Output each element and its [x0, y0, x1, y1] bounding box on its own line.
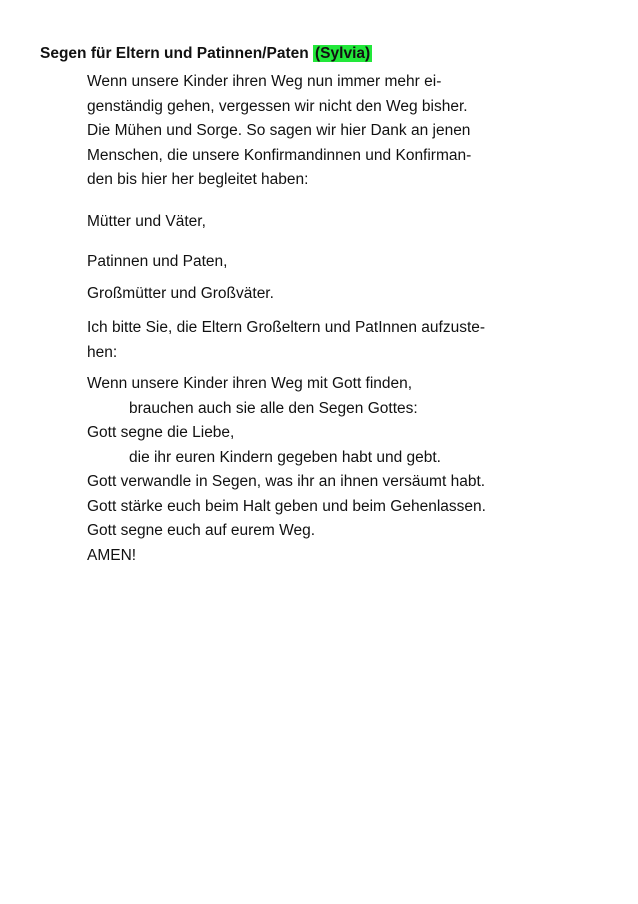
blessing-line: Wenn unsere Kinder ihren Weg mit Gott finden, [87, 375, 413, 392]
blessing-line: AMEN! [87, 546, 137, 564]
list-item [87, 250, 607, 275]
list-item-text: Patinnen und Paten, [87, 253, 228, 270]
request-line: hen: [87, 343, 118, 361]
page-title [40, 44, 372, 64]
list-item [87, 282, 607, 307]
intro-paragraph [87, 70, 607, 193]
blessing-line: brauchen auch sie alle den Segen Gottes: [129, 399, 418, 417]
list-item-text: Großmütter und Großväter. [87, 285, 274, 302]
intro-line: Die Mühen und Sorge. So sagen wir hier Dank an jenen [87, 122, 471, 139]
intro-line: genständig gehen, vergessen wir nicht den Weg bisher. [87, 97, 468, 115]
blessing-line: Gott stärke euch beim Halt geben und beim Gehenlassen. [87, 497, 486, 515]
intro-line: Wenn unsere Kinder ihren Weg nun immer mehr ei- [87, 73, 442, 90]
intro-line: den bis hier her begleitet haben: [87, 171, 309, 188]
blessing-line: die ihr euren Kindern gegeben habt und gebt. [129, 448, 441, 466]
list-item-text: Mütter und Väter, [87, 213, 206, 230]
title-text: Segen für Eltern und Patinnen/Paten [40, 45, 309, 62]
list-item [87, 210, 607, 235]
intro-line: Menschen, die unsere Konfirmandinnen und Konfirman- [87, 146, 472, 164]
speaker-highlight: (Sylvia) [315, 45, 371, 62]
blessing-line: Gott verwandle in Segen, was ihr an ihnen versäumt habt. [87, 473, 486, 490]
request-paragraph [87, 316, 607, 365]
blessing-line: Gott segne die Liebe, [87, 424, 235, 441]
blessing-line: Gott segne euch auf eurem Weg. [87, 522, 316, 539]
blessing-paragraph [87, 372, 607, 568]
request-line: Ich bitte Sie, die Eltern Großeltern und PatInnen aufzuste- [87, 319, 486, 336]
